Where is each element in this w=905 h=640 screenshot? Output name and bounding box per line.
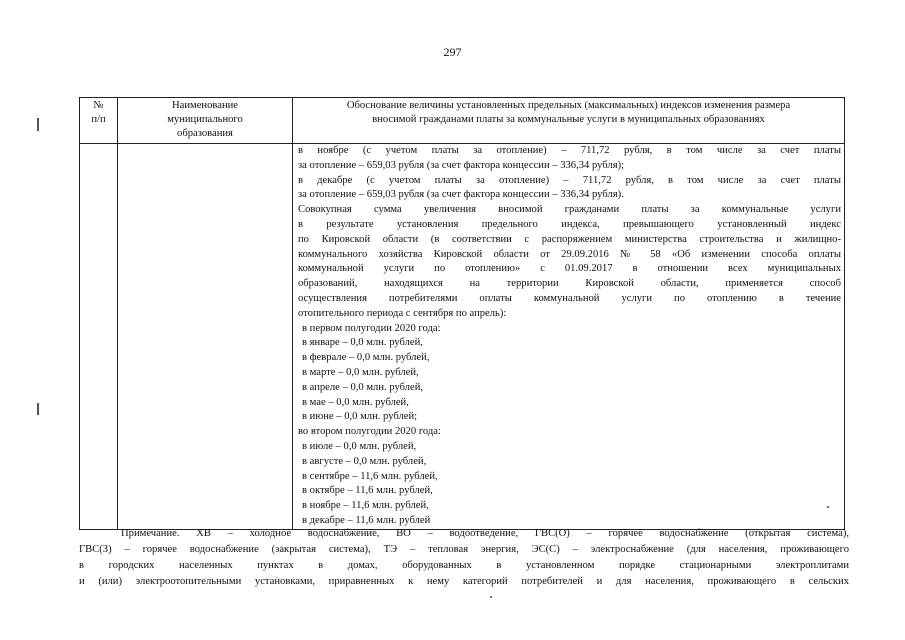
index-justification-table xyxy=(79,97,845,530)
header-justification xyxy=(293,98,845,144)
note-line: Примечание. ХВ – холодное водоснабжение, ВО – водоотведение, ГВС(О) – горячее водоснабжение (открытая система), xyxy=(121,528,849,539)
header-line: Наименование xyxy=(172,100,238,111)
body-line: отопительного периода с сентября по апрель): xyxy=(298,307,507,319)
header-number xyxy=(80,98,118,144)
body-line: за отопление – 659,03 рубля (за счет фактора концессии – 336,34 рубля); xyxy=(298,159,625,171)
body-line: за отопление – 659,03 рубля (за счет фактора концессии – 336,34 рубля). xyxy=(298,189,624,201)
month-line: в январе – 0,0 млн. рублей, xyxy=(302,337,423,349)
table-row xyxy=(80,144,845,530)
note-line: в городских населенных пунктах в домах, оборудованных в установленном порядке стационарными электроплитами xyxy=(79,560,849,571)
month-line: в феврале – 0,0 млн. рублей, xyxy=(302,352,430,364)
header-municipality xyxy=(118,98,293,144)
note-line: ГВС(З) – горячее водоснабжение (закрытая система), ТЭ – тепловая энергия, ЭС(С) – электроснабжение (для населения, проживающего xyxy=(79,544,849,555)
table-header-row xyxy=(80,98,845,144)
cell-number xyxy=(80,144,118,530)
header-line: Обоснование величины установленных предельных (максимальных) индексов изменения размера xyxy=(346,100,791,111)
body-line: образований, находящихся на территории Кировской области, применяется способ xyxy=(298,278,841,290)
body-line: коммунальной услуги по отоплению» с 01.09.2017 в отношении всех муниципальных xyxy=(298,263,841,275)
month-line: в декабре – 11,6 млн. рублей xyxy=(302,514,431,526)
body-line: в декабре (с учетом платы за отопление) – 711,72 рубля, в том числе за счет платы xyxy=(298,174,841,186)
scan-dot xyxy=(490,596,492,598)
body-line: осуществления потребителями оплаты коммунальной услуги по отоплению в течение xyxy=(298,292,841,304)
header-line: вносимой гражданами платы за коммунальные услуги в муниципальных образованиях xyxy=(372,114,765,125)
header-line: № xyxy=(93,100,104,111)
month-line: в апреле – 0,0 млн. рублей, xyxy=(302,381,424,393)
body-line: в результате установления предельного индекса, превышающего установленный индекс xyxy=(298,218,841,230)
month-line: в июле – 0,0 млн. рублей, xyxy=(302,440,417,452)
month-line: в августе – 0,0 млн. рублей, xyxy=(302,455,427,467)
body-line: в ноябре (с учетом платы за отопление) – 711,72 рубля, в том числе за счет платы xyxy=(298,145,841,156)
month-line: в ноябре – 11,6 млн. рублей, xyxy=(302,500,429,512)
body-line: по Кировской области (в соответствии с распоряжением министерства строительства и жилищно- xyxy=(298,233,841,245)
month-line: в июне – 0,0 млн. рублей; xyxy=(302,411,418,423)
month-line: в сентябре – 11,6 млн. рублей, xyxy=(302,470,438,482)
header-line: образования xyxy=(177,128,233,139)
page-number: 297 xyxy=(443,45,462,59)
first-half-title: в первом полугодии 2020 года: xyxy=(302,322,441,334)
margin-mark-top xyxy=(37,118,39,131)
header-line: п/п xyxy=(91,114,106,125)
margin-mark-middle xyxy=(37,403,39,415)
month-line: в октябре – 11,6 млн. рублей, xyxy=(302,485,433,497)
body-line: Совокупная сумма увеличения вносимой гражданами платы за коммунальные услуги xyxy=(298,204,841,216)
body-line: коммунального хозяйства Кировской области от 29.09.2016 № 58 «Об изменении способа оплаты xyxy=(298,248,841,260)
month-line: в мае – 0,0 млн. рублей, xyxy=(302,396,409,408)
cell-municipality xyxy=(118,144,293,530)
cell-justification xyxy=(293,144,845,530)
month-line: в марте – 0,0 млн. рублей, xyxy=(302,366,419,378)
note-line: и (или) электроотопительными установками, приравненных к нему категорий потребителей и для населения, проживающего в сельских xyxy=(79,576,849,587)
footnote xyxy=(79,526,849,590)
second-half-title: во втором полугодии 2020 года: xyxy=(298,426,441,438)
header-line: муниципального xyxy=(167,114,243,125)
